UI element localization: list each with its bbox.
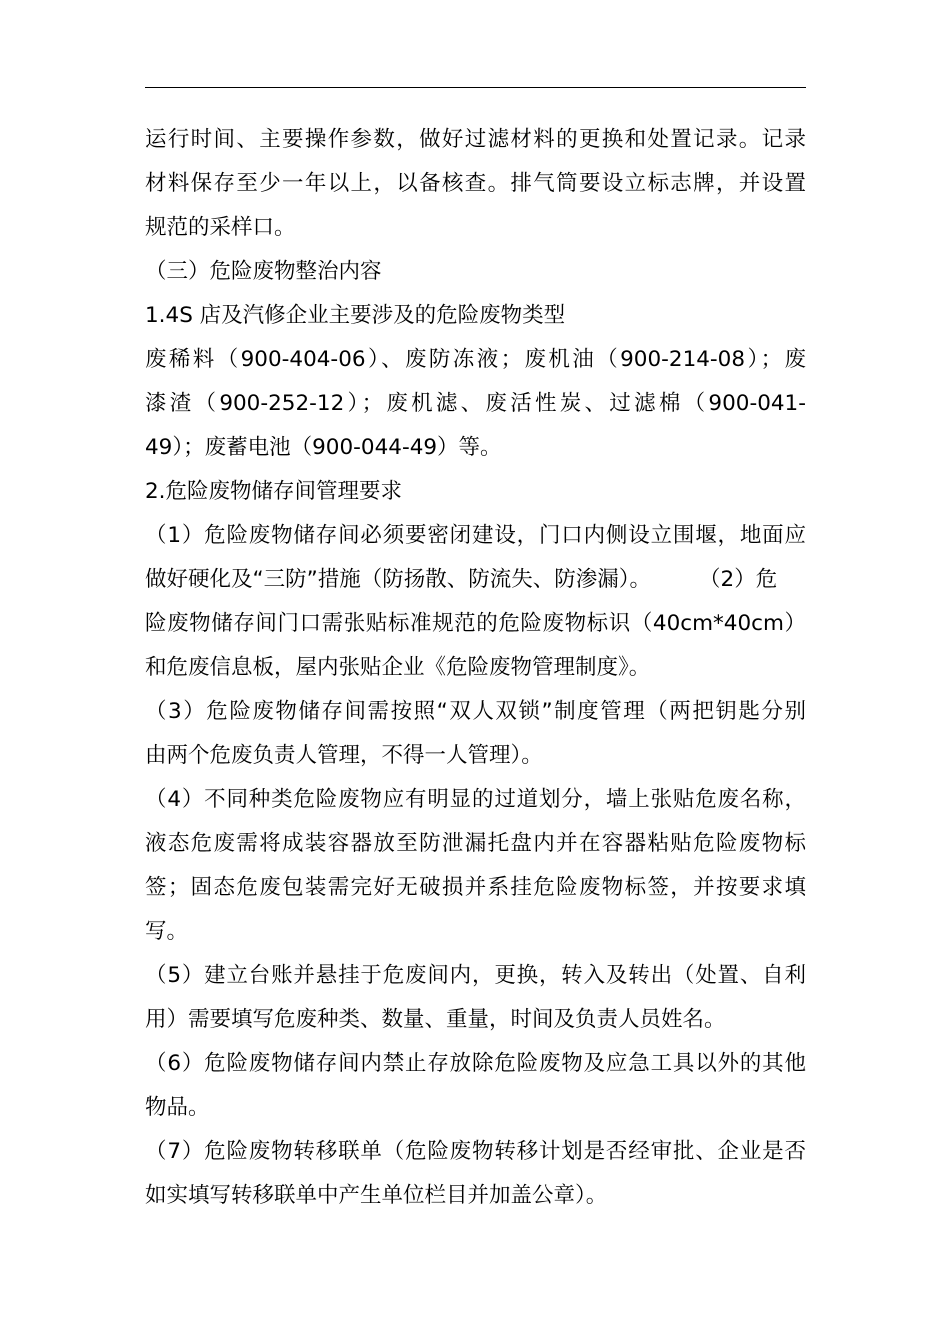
text-line: （6）危险废物储存间内禁止存放除危险废物及应急工具以外的其他 xyxy=(145,1051,806,1076)
text-segment: （2）危 xyxy=(699,567,778,592)
text-line: 如实填写转移联单中产生单位栏目并加盖公章）。 xyxy=(145,1183,608,1208)
text-line: （4）不同种类危险废物应有明显的过道划分，墙上张贴危废名称， xyxy=(145,787,806,812)
text-line: 运行时间、主要操作参数，做好过滤材料的更换和处置记录。记录 xyxy=(145,127,806,152)
text-line: 规范的采样口。 xyxy=(145,215,296,240)
text-line: （1）危险废物储存间必须要密闭建设，门口内侧设立围堰，地面应 xyxy=(145,523,806,548)
text-line: 由两个危废负责人管理，不得一人管理）。 xyxy=(145,743,543,768)
text-segment: 做好硬化及“三防”措施（防扬散、防流失、防渗漏）。 xyxy=(145,567,652,592)
text-line-combined xyxy=(145,558,806,602)
text-line: （5）建立台账并悬挂于危废间内，更换，转入及转出（处置、自利 xyxy=(145,963,806,988)
subsection-heading: 1.4S 店及汽修企业主要涉及的危险废物类型 xyxy=(145,303,566,328)
text-line: 签；固态危废包装需完好无破损并系挂危险废物标签，并按要求填 xyxy=(145,875,806,900)
text-line: 材料保存至少一年以上，以备核查。排气筒要设立标志牌，并设置 xyxy=(145,171,806,196)
text-line: 物品。 xyxy=(145,1095,210,1120)
subsection-heading: 2.危险废物储存间管理要求 xyxy=(145,479,403,504)
text-line: 写。 xyxy=(145,919,189,944)
document-body xyxy=(145,118,806,1218)
text-line: 和危废信息板，屋内张贴企业《危险废物管理制度》。 xyxy=(145,655,651,680)
text-line: 漆渣（900-252-12）；废机滤、废活性炭、过滤棉（900-041- xyxy=(145,391,806,416)
text-line: 用）需要填写危废种类、数量、重量，时间及负责人员姓名。 xyxy=(145,1007,726,1032)
text-line: 液态危废需将成装容器放至防泄漏托盘内并在容器粘贴危险废物标 xyxy=(145,831,806,856)
text-line: （3）危险废物储存间需按照“双人双锁”制度管理（两把钥匙分别 xyxy=(145,699,806,724)
text-line: 49）；废蓄电池（900-044-49）等。 xyxy=(145,435,502,460)
text-line: 废稀料（900-404-06）、废防冻液；废机油（900-214-08）；废 xyxy=(145,347,806,372)
text-line: （7）危险废物转移联单（危险废物转移计划是否经审批、企业是否 xyxy=(145,1139,806,1164)
header-rule xyxy=(145,87,806,88)
section-heading: （三）危险废物整治内容 xyxy=(145,259,382,284)
text-line: 险废物储存间门口需张贴标准规范的危险废物标识（40cm*40cm） xyxy=(145,611,806,636)
